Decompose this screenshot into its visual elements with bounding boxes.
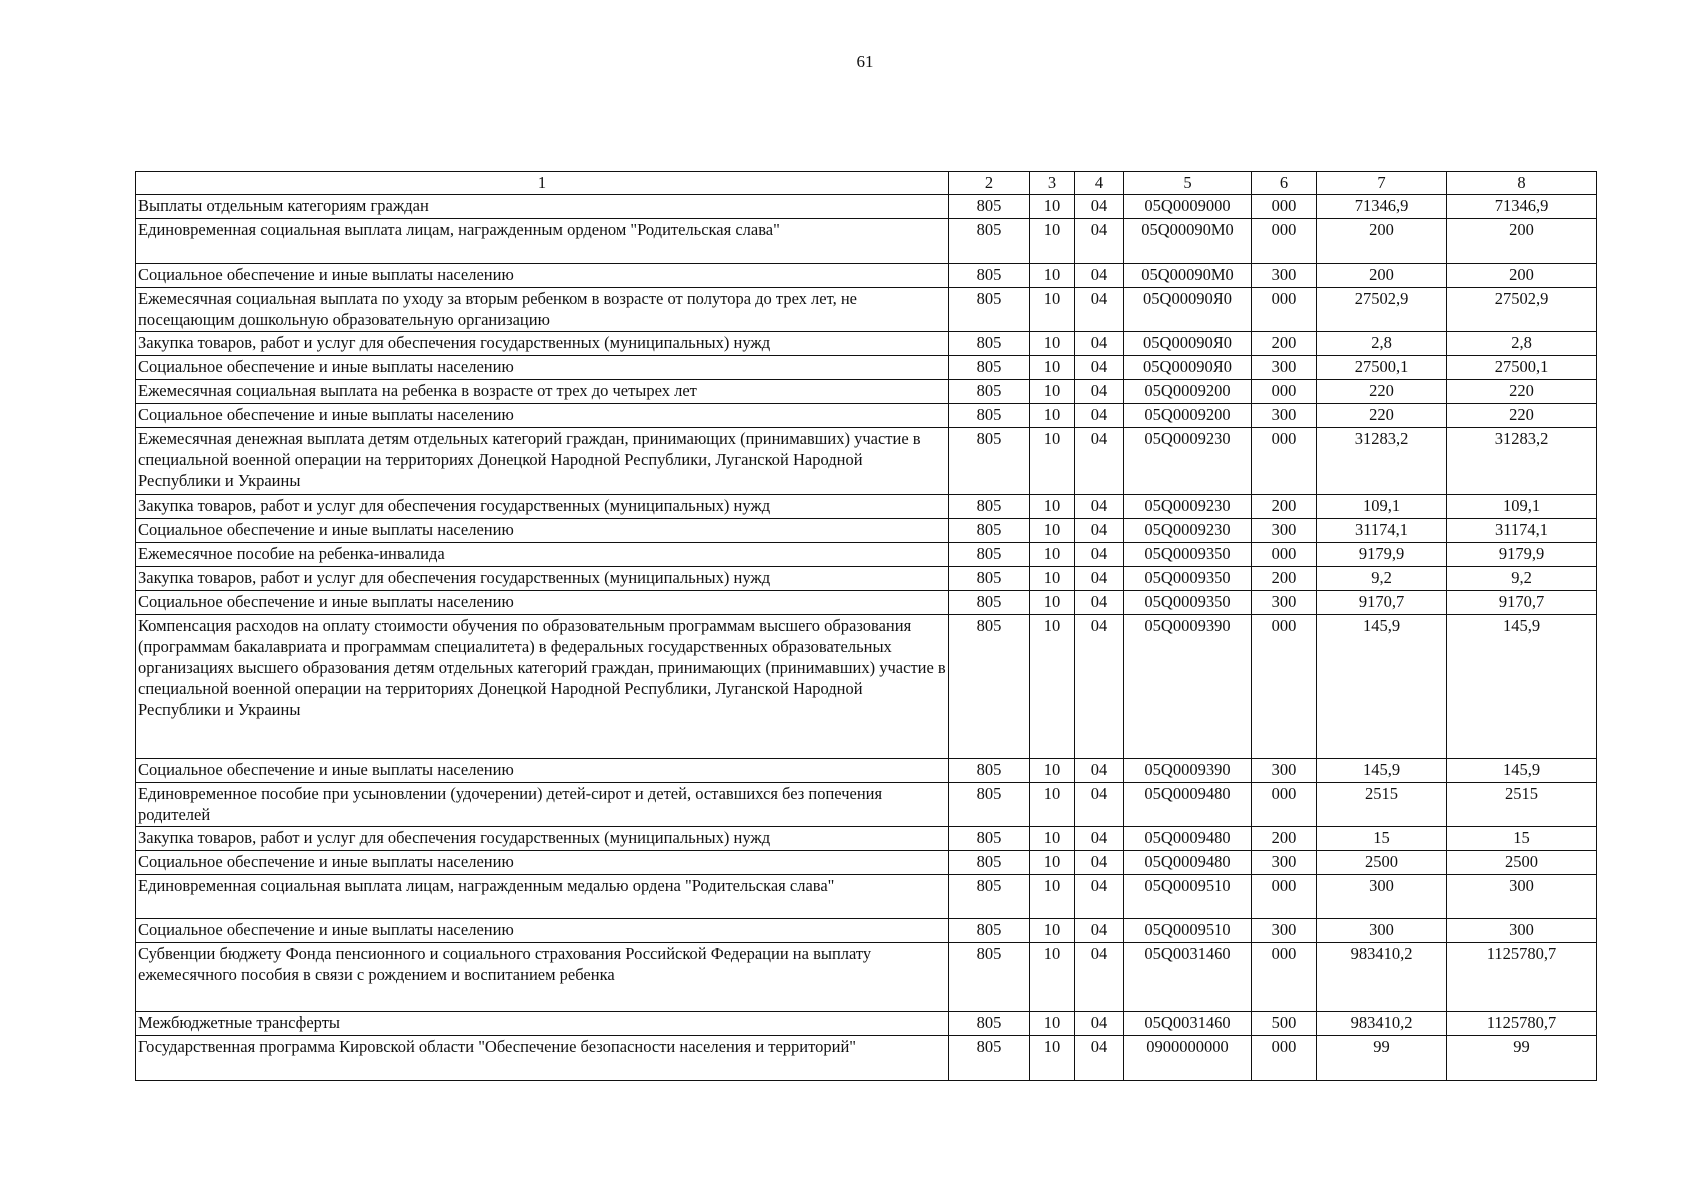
table-row bbox=[136, 1012, 1597, 1036]
row-value-cell-c3: 10 bbox=[1030, 943, 1075, 1012]
header-cell: 4 bbox=[1075, 172, 1124, 195]
header-cell: 3 bbox=[1030, 172, 1075, 195]
row-value-cell-c3: 10 bbox=[1030, 519, 1075, 543]
row-name-cell: Социальное обеспечение и иные выплаты населению bbox=[136, 851, 949, 875]
row-value-cell-c4: 04 bbox=[1075, 1012, 1124, 1036]
row-name-cell: Ежемесячная денежная выплата детям отдельных категорий граждан, принимающих (принимавших) участие в специальной военной операции на территориях Донецкой Народной Республики, Луганской Народной Республики и Украины bbox=[136, 428, 949, 495]
row-value-cell-c2: 805 bbox=[949, 543, 1030, 567]
row-value-cell-c5: 05Q0009000 bbox=[1124, 195, 1252, 219]
row-value-cell-c7: 31283,2 bbox=[1317, 428, 1447, 495]
table-row bbox=[136, 759, 1597, 783]
row-value-cell-c2: 805 bbox=[949, 851, 1030, 875]
row-value-cell-c7: 9170,7 bbox=[1317, 591, 1447, 615]
row-value-cell-c3: 10 bbox=[1030, 759, 1075, 783]
header-cell: 1 bbox=[136, 172, 949, 195]
row-value-cell-c4: 04 bbox=[1075, 827, 1124, 851]
row-value-cell-c8: 2515 bbox=[1447, 783, 1597, 827]
row-value-cell-c2: 805 bbox=[949, 875, 1030, 919]
row-value-cell-c6: 000 bbox=[1252, 428, 1317, 495]
row-value-cell-c6: 300 bbox=[1252, 356, 1317, 380]
row-value-cell-c8: 99 bbox=[1447, 1036, 1597, 1081]
table-row bbox=[136, 827, 1597, 851]
row-value-cell-c8: 9,2 bbox=[1447, 567, 1597, 591]
row-value-cell-c5: 05Q00090Я0 bbox=[1124, 356, 1252, 380]
row-value-cell-c3: 10 bbox=[1030, 288, 1075, 332]
row-value-cell-c6: 000 bbox=[1252, 783, 1317, 827]
row-value-cell-c4: 04 bbox=[1075, 428, 1124, 495]
row-value-cell-c6: 300 bbox=[1252, 264, 1317, 288]
table-row bbox=[136, 264, 1597, 288]
row-value-cell-c5: 05Q0031460 bbox=[1124, 1012, 1252, 1036]
row-value-cell-c2: 805 bbox=[949, 519, 1030, 543]
row-value-cell-c4: 04 bbox=[1075, 1036, 1124, 1081]
row-value-cell-c7: 983410,2 bbox=[1317, 1012, 1447, 1036]
row-value-cell-c2: 805 bbox=[949, 356, 1030, 380]
row-value-cell-c3: 10 bbox=[1030, 380, 1075, 404]
row-value-cell-c4: 04 bbox=[1075, 919, 1124, 943]
row-value-cell-c6: 200 bbox=[1252, 332, 1317, 356]
row-value-cell-c4: 04 bbox=[1075, 519, 1124, 543]
row-value-cell-c8: 109,1 bbox=[1447, 495, 1597, 519]
row-value-cell-c4: 04 bbox=[1075, 288, 1124, 332]
row-value-cell-c7: 27502,9 bbox=[1317, 288, 1447, 332]
row-value-cell-c5: 05Q0009480 bbox=[1124, 827, 1252, 851]
row-value-cell-c8: 71346,9 bbox=[1447, 195, 1597, 219]
row-value-cell-c5: 05Q0009350 bbox=[1124, 543, 1252, 567]
row-value-cell-c2: 805 bbox=[949, 495, 1030, 519]
row-value-cell-c2: 805 bbox=[949, 591, 1030, 615]
row-value-cell-c8: 300 bbox=[1447, 875, 1597, 919]
row-value-cell-c8: 9170,7 bbox=[1447, 591, 1597, 615]
row-value-cell-c2: 805 bbox=[949, 428, 1030, 495]
row-value-cell-c4: 04 bbox=[1075, 404, 1124, 428]
row-value-cell-c4: 04 bbox=[1075, 783, 1124, 827]
row-value-cell-c6: 300 bbox=[1252, 519, 1317, 543]
row-value-cell-c5: 05Q00090Я0 bbox=[1124, 288, 1252, 332]
header-cell: 6 bbox=[1252, 172, 1317, 195]
row-name-cell: Единовременное пособие при усыновлении (удочерении) детей-сирот и детей, оставшихся без попечения родителей bbox=[136, 783, 949, 827]
row-value-cell-c8: 145,9 bbox=[1447, 759, 1597, 783]
row-value-cell-c2: 805 bbox=[949, 404, 1030, 428]
row-value-cell-c6: 500 bbox=[1252, 1012, 1317, 1036]
row-value-cell-c8: 145,9 bbox=[1447, 615, 1597, 759]
row-value-cell-c3: 10 bbox=[1030, 875, 1075, 919]
table-row bbox=[136, 851, 1597, 875]
row-value-cell-c7: 9,2 bbox=[1317, 567, 1447, 591]
row-value-cell-c2: 805 bbox=[949, 219, 1030, 264]
table-row bbox=[136, 783, 1597, 827]
row-value-cell-c7: 200 bbox=[1317, 219, 1447, 264]
row-name-cell: Социальное обеспечение и иные выплаты населению bbox=[136, 404, 949, 428]
row-value-cell-c5: 05Q0009350 bbox=[1124, 591, 1252, 615]
row-name-cell: Социальное обеспечение и иные выплаты населению bbox=[136, 919, 949, 943]
table-row bbox=[136, 567, 1597, 591]
row-value-cell-c7: 2500 bbox=[1317, 851, 1447, 875]
header-cell: 2 bbox=[949, 172, 1030, 195]
row-value-cell-c3: 10 bbox=[1030, 195, 1075, 219]
row-name-cell: Компенсация расходов на оплату стоимости обучения по образовательным программам высшего образования (программам бакалавриата и программам специалитета) в федеральных государственных образовательных организациях высшего образования детям отдельных категорий граждан, принимающих (принимавших) участие в специальной военной операции на территориях Донецкой Народной Республики, Луганской Народной Республики и Украины bbox=[136, 615, 949, 759]
row-value-cell-c2: 805 bbox=[949, 1012, 1030, 1036]
row-value-cell-c5: 05Q00090Я0 bbox=[1124, 332, 1252, 356]
row-value-cell-c8: 200 bbox=[1447, 219, 1597, 264]
row-value-cell-c2: 805 bbox=[949, 919, 1030, 943]
table-row bbox=[136, 380, 1597, 404]
row-value-cell-c8: 220 bbox=[1447, 404, 1597, 428]
row-value-cell-c4: 04 bbox=[1075, 943, 1124, 1012]
row-value-cell-c3: 10 bbox=[1030, 543, 1075, 567]
row-value-cell-c3: 10 bbox=[1030, 919, 1075, 943]
table-row bbox=[136, 332, 1597, 356]
row-name-cell: Социальное обеспечение и иные выплаты населению bbox=[136, 264, 949, 288]
row-value-cell-c4: 04 bbox=[1075, 875, 1124, 919]
row-name-cell: Социальное обеспечение и иные выплаты населению bbox=[136, 759, 949, 783]
row-value-cell-c6: 300 bbox=[1252, 759, 1317, 783]
row-value-cell-c7: 983410,2 bbox=[1317, 943, 1447, 1012]
row-name-cell: Субвенции бюджету Фонда пенсионного и социального страхования Российской Федерации на выплату ежемесячного пособия в связи с рождением и воспитанием ребенка bbox=[136, 943, 949, 1012]
row-value-cell-c2: 805 bbox=[949, 783, 1030, 827]
row-name-cell: Социальное обеспечение и иные выплаты населению bbox=[136, 519, 949, 543]
row-value-cell-c8: 15 bbox=[1447, 827, 1597, 851]
row-value-cell-c6: 000 bbox=[1252, 288, 1317, 332]
row-name-cell: Социальное обеспечение и иные выплаты населению bbox=[136, 591, 949, 615]
row-name-cell: Единовременная социальная выплата лицам, награжденным орденом "Родительская слава" bbox=[136, 219, 949, 264]
row-value-cell-c3: 10 bbox=[1030, 264, 1075, 288]
row-value-cell-c6: 000 bbox=[1252, 875, 1317, 919]
row-value-cell-c7: 300 bbox=[1317, 875, 1447, 919]
row-value-cell-c6: 300 bbox=[1252, 404, 1317, 428]
row-value-cell-c7: 2,8 bbox=[1317, 332, 1447, 356]
row-value-cell-c5: 05Q0009390 bbox=[1124, 615, 1252, 759]
row-name-cell: Межбюджетные трансферты bbox=[136, 1012, 949, 1036]
row-value-cell-c6: 000 bbox=[1252, 1036, 1317, 1081]
row-value-cell-c6: 000 bbox=[1252, 219, 1317, 264]
row-value-cell-c4: 04 bbox=[1075, 264, 1124, 288]
row-value-cell-c7: 109,1 bbox=[1317, 495, 1447, 519]
row-value-cell-c6: 300 bbox=[1252, 919, 1317, 943]
row-value-cell-c7: 27500,1 bbox=[1317, 356, 1447, 380]
row-value-cell-c8: 220 bbox=[1447, 380, 1597, 404]
row-value-cell-c2: 805 bbox=[949, 380, 1030, 404]
row-value-cell-c6: 000 bbox=[1252, 195, 1317, 219]
row-value-cell-c5: 05Q0009480 bbox=[1124, 783, 1252, 827]
table-row bbox=[136, 404, 1597, 428]
row-value-cell-c8: 27502,9 bbox=[1447, 288, 1597, 332]
row-value-cell-c4: 04 bbox=[1075, 380, 1124, 404]
header-cell: 7 bbox=[1317, 172, 1447, 195]
row-name-cell: Закупка товаров, работ и услуг для обеспечения государственных (муниципальных) нужд bbox=[136, 332, 949, 356]
row-name-cell: Ежемесячная социальная выплата по уходу за вторым ребенком в возрасте от полутора до трех лет, не посещающим дошкольную образовательную организацию bbox=[136, 288, 949, 332]
table-row bbox=[136, 519, 1597, 543]
table-row bbox=[136, 591, 1597, 615]
row-value-cell-c4: 04 bbox=[1075, 567, 1124, 591]
row-value-cell-c5: 05Q00090M0 bbox=[1124, 219, 1252, 264]
row-value-cell-c4: 04 bbox=[1075, 219, 1124, 264]
row-value-cell-c7: 99 bbox=[1317, 1036, 1447, 1081]
row-value-cell-c2: 805 bbox=[949, 264, 1030, 288]
row-name-cell: Социальное обеспечение и иные выплаты населению bbox=[136, 356, 949, 380]
row-value-cell-c2: 805 bbox=[949, 195, 1030, 219]
row-value-cell-c7: 31174,1 bbox=[1317, 519, 1447, 543]
row-value-cell-c8: 2500 bbox=[1447, 851, 1597, 875]
row-value-cell-c4: 04 bbox=[1075, 195, 1124, 219]
row-value-cell-c3: 10 bbox=[1030, 219, 1075, 264]
table-header-row bbox=[136, 172, 1597, 195]
row-value-cell-c7: 300 bbox=[1317, 919, 1447, 943]
table-row bbox=[136, 495, 1597, 519]
row-value-cell-c2: 805 bbox=[949, 1036, 1030, 1081]
row-value-cell-c5: 05Q0009230 bbox=[1124, 495, 1252, 519]
row-value-cell-c2: 805 bbox=[949, 615, 1030, 759]
table-row bbox=[136, 219, 1597, 264]
row-value-cell-c3: 10 bbox=[1030, 404, 1075, 428]
row-value-cell-c5: 05Q0009350 bbox=[1124, 567, 1252, 591]
row-value-cell-c6: 300 bbox=[1252, 851, 1317, 875]
table-row bbox=[136, 195, 1597, 219]
row-value-cell-c3: 10 bbox=[1030, 356, 1075, 380]
row-value-cell-c7: 15 bbox=[1317, 827, 1447, 851]
table-row bbox=[136, 1036, 1597, 1081]
row-value-cell-c6: 000 bbox=[1252, 615, 1317, 759]
row-value-cell-c7: 145,9 bbox=[1317, 615, 1447, 759]
row-value-cell-c3: 10 bbox=[1030, 615, 1075, 759]
row-name-cell: Единовременная социальная выплата лицам, награжденным медалью ордена "Родительская слава" bbox=[136, 875, 949, 919]
row-value-cell-c5: 05Q0009510 bbox=[1124, 919, 1252, 943]
row-value-cell-c8: 1125780,7 bbox=[1447, 1012, 1597, 1036]
row-value-cell-c3: 10 bbox=[1030, 1012, 1075, 1036]
row-value-cell-c6: 200 bbox=[1252, 827, 1317, 851]
row-value-cell-c7: 2515 bbox=[1317, 783, 1447, 827]
row-value-cell-c6: 200 bbox=[1252, 495, 1317, 519]
row-value-cell-c8: 31174,1 bbox=[1447, 519, 1597, 543]
table-row bbox=[136, 875, 1597, 919]
row-value-cell-c3: 10 bbox=[1030, 428, 1075, 495]
row-value-cell-c6: 000 bbox=[1252, 543, 1317, 567]
row-value-cell-c5: 05Q0009480 bbox=[1124, 851, 1252, 875]
row-name-cell: Закупка товаров, работ и услуг для обеспечения государственных (муниципальных) нужд bbox=[136, 827, 949, 851]
row-value-cell-c2: 805 bbox=[949, 288, 1030, 332]
row-value-cell-c3: 10 bbox=[1030, 567, 1075, 591]
row-value-cell-c6: 300 bbox=[1252, 591, 1317, 615]
table-row bbox=[136, 919, 1597, 943]
table-row bbox=[136, 288, 1597, 332]
row-value-cell-c5: 05Q0009230 bbox=[1124, 428, 1252, 495]
header-cell: 5 bbox=[1124, 172, 1252, 195]
row-value-cell-c5: 05Q0009230 bbox=[1124, 519, 1252, 543]
row-value-cell-c3: 10 bbox=[1030, 591, 1075, 615]
budget-table bbox=[135, 171, 1597, 1081]
row-name-cell: Закупка товаров, работ и услуг для обеспечения государственных (муниципальных) нужд bbox=[136, 567, 949, 591]
row-value-cell-c3: 10 bbox=[1030, 332, 1075, 356]
row-value-cell-c8: 1125780,7 bbox=[1447, 943, 1597, 1012]
row-value-cell-c5: 05Q0031460 bbox=[1124, 943, 1252, 1012]
row-value-cell-c7: 145,9 bbox=[1317, 759, 1447, 783]
row-value-cell-c2: 805 bbox=[949, 332, 1030, 356]
row-value-cell-c4: 04 bbox=[1075, 332, 1124, 356]
row-value-cell-c3: 10 bbox=[1030, 1036, 1075, 1081]
row-value-cell-c5: 05Q0009510 bbox=[1124, 875, 1252, 919]
row-value-cell-c3: 10 bbox=[1030, 495, 1075, 519]
table-row bbox=[136, 428, 1597, 495]
row-value-cell-c4: 04 bbox=[1075, 356, 1124, 380]
row-value-cell-c4: 04 bbox=[1075, 495, 1124, 519]
row-value-cell-c8: 2,8 bbox=[1447, 332, 1597, 356]
row-value-cell-c2: 805 bbox=[949, 943, 1030, 1012]
row-value-cell-c8: 9179,9 bbox=[1447, 543, 1597, 567]
table-row bbox=[136, 943, 1597, 1012]
table-row bbox=[136, 615, 1597, 759]
row-value-cell-c7: 9179,9 bbox=[1317, 543, 1447, 567]
row-value-cell-c8: 300 bbox=[1447, 919, 1597, 943]
row-value-cell-c6: 000 bbox=[1252, 943, 1317, 1012]
row-value-cell-c4: 04 bbox=[1075, 543, 1124, 567]
row-value-cell-c2: 805 bbox=[949, 567, 1030, 591]
row-name-cell: Ежемесячная социальная выплата на ребенка в возрасте от трех до четырех лет bbox=[136, 380, 949, 404]
row-name-cell: Закупка товаров, работ и услуг для обеспечения государственных (муниципальных) нужд bbox=[136, 495, 949, 519]
row-value-cell-c7: 200 bbox=[1317, 264, 1447, 288]
row-value-cell-c2: 805 bbox=[949, 759, 1030, 783]
row-name-cell: Ежемесячное пособие на ребенка-инвалида bbox=[136, 543, 949, 567]
row-value-cell-c4: 04 bbox=[1075, 591, 1124, 615]
row-value-cell-c8: 200 bbox=[1447, 264, 1597, 288]
table-row bbox=[136, 543, 1597, 567]
row-name-cell: Государственная программа Кировской области "Обеспечение безопасности населения и территорий" bbox=[136, 1036, 949, 1081]
row-name-cell: Выплаты отдельным категориям граждан bbox=[136, 195, 949, 219]
row-value-cell-c7: 220 bbox=[1317, 380, 1447, 404]
row-value-cell-c2: 805 bbox=[949, 827, 1030, 851]
page-number: 61 bbox=[856, 52, 874, 71]
row-value-cell-c8: 31283,2 bbox=[1447, 428, 1597, 495]
row-value-cell-c4: 04 bbox=[1075, 759, 1124, 783]
row-value-cell-c5: 05Q0009200 bbox=[1124, 380, 1252, 404]
row-value-cell-c5: 05Q0009390 bbox=[1124, 759, 1252, 783]
row-value-cell-c4: 04 bbox=[1075, 851, 1124, 875]
row-value-cell-c5: 0900000000 bbox=[1124, 1036, 1252, 1081]
row-value-cell-c3: 10 bbox=[1030, 827, 1075, 851]
row-value-cell-c8: 27500,1 bbox=[1447, 356, 1597, 380]
row-value-cell-c5: 05Q0009200 bbox=[1124, 404, 1252, 428]
row-value-cell-c6: 000 bbox=[1252, 380, 1317, 404]
row-value-cell-c6: 200 bbox=[1252, 567, 1317, 591]
row-value-cell-c3: 10 bbox=[1030, 851, 1075, 875]
row-value-cell-c3: 10 bbox=[1030, 783, 1075, 827]
header-cell: 8 bbox=[1447, 172, 1597, 195]
row-value-cell-c7: 71346,9 bbox=[1317, 195, 1447, 219]
row-value-cell-c5: 05Q00090M0 bbox=[1124, 264, 1252, 288]
table-row bbox=[136, 356, 1597, 380]
row-value-cell-c4: 04 bbox=[1075, 615, 1124, 759]
row-value-cell-c7: 220 bbox=[1317, 404, 1447, 428]
